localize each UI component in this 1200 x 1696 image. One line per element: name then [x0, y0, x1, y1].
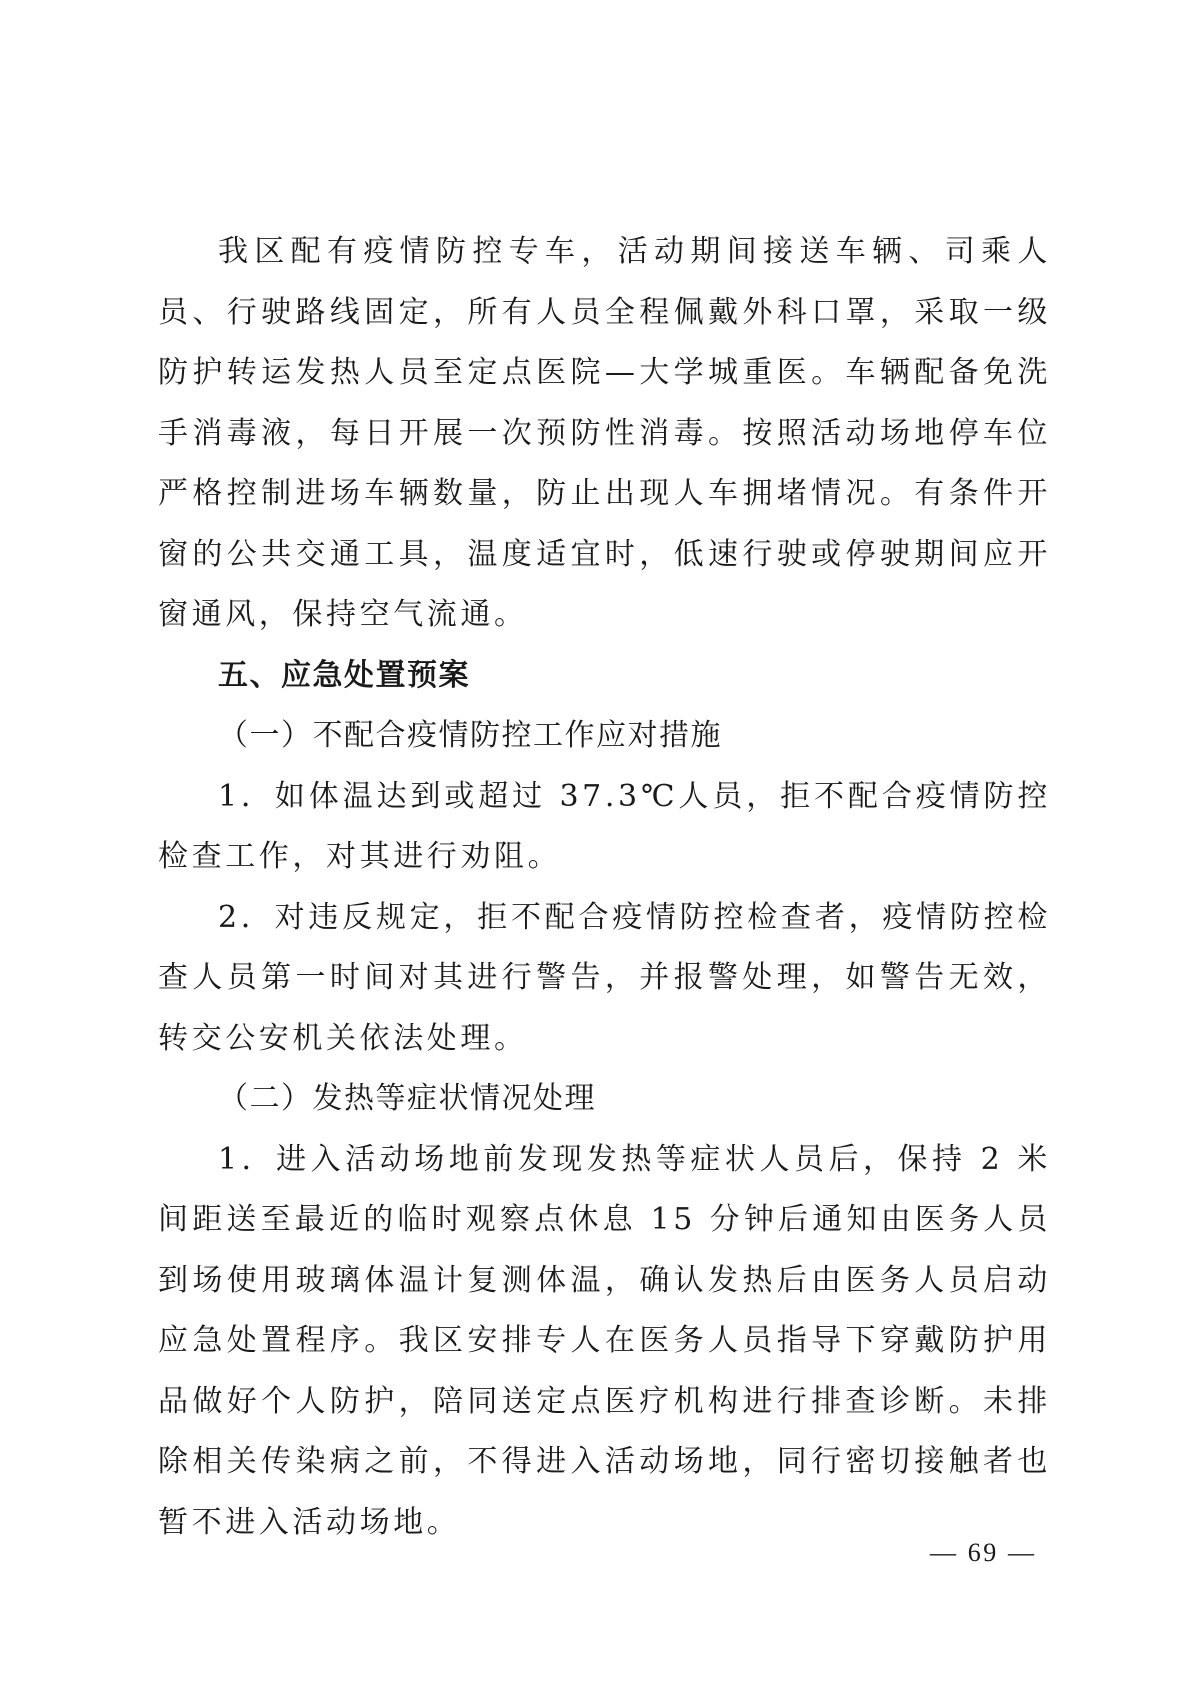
paragraph-transport: 我区配有疫情防控专车，活动期间接送车辆、司乘人员、行驶路线固定，所有人员全程佩戴外科口罩，采取一级防护转运发热人员至定点医院—大学城重医。车辆配备免洗手消毒液，每日开展一次预防性消毒。按照活动场地停车位严格控制进场车辆数量，防止出现人车拥堵情况。有条件开窗的公共交通工具，温度适宜时，低速行驶或停驶期间应开窗通风，保持空气流通。 [158, 234, 1051, 632]
section-heading-emergency-plan: 五、应急处置预案 [218, 657, 470, 693]
list-item-violation-handling: 2．对违反规定，拒不配合疫情防控检查者，疫情防控检查人员第一时间对其进行警告，并报警处理，如警告无效，转交公安机关依法处理。 [158, 899, 1051, 1056]
subsection-heading-fever-handling: （二）发热等症状情况处理 [218, 1081, 596, 1116]
subsection-heading-noncooperation: （一）不配合疫情防控工作应对措施 [218, 718, 722, 753]
list-item-fever-procedure: 1．进入活动场地前发现发热等症状人员后，保持 2 米间距送至最近的临时观察点休息 15 分钟后通知由医务人员到场使用玻璃体温计复测体温，确认发热后由医务人员启动应急处置程序。我区安排专人在医务人员指导下穿戴防护用品做好个人防护，陪同送定点医疗机构进行排查诊断。未排除相关传染病之前，不得进入活动场地，同行密切接触者也暂不进入活动场地。 [158, 1141, 1051, 1540]
document-body [158, 222, 1051, 1553]
list-item-temperature-refusal: 1．如体温达到或超过 37.3℃人员，拒不配合疫情防控检查工作，对其进行劝阻。 [158, 778, 1051, 874]
page-number: — 69 — [930, 1538, 1037, 1567]
